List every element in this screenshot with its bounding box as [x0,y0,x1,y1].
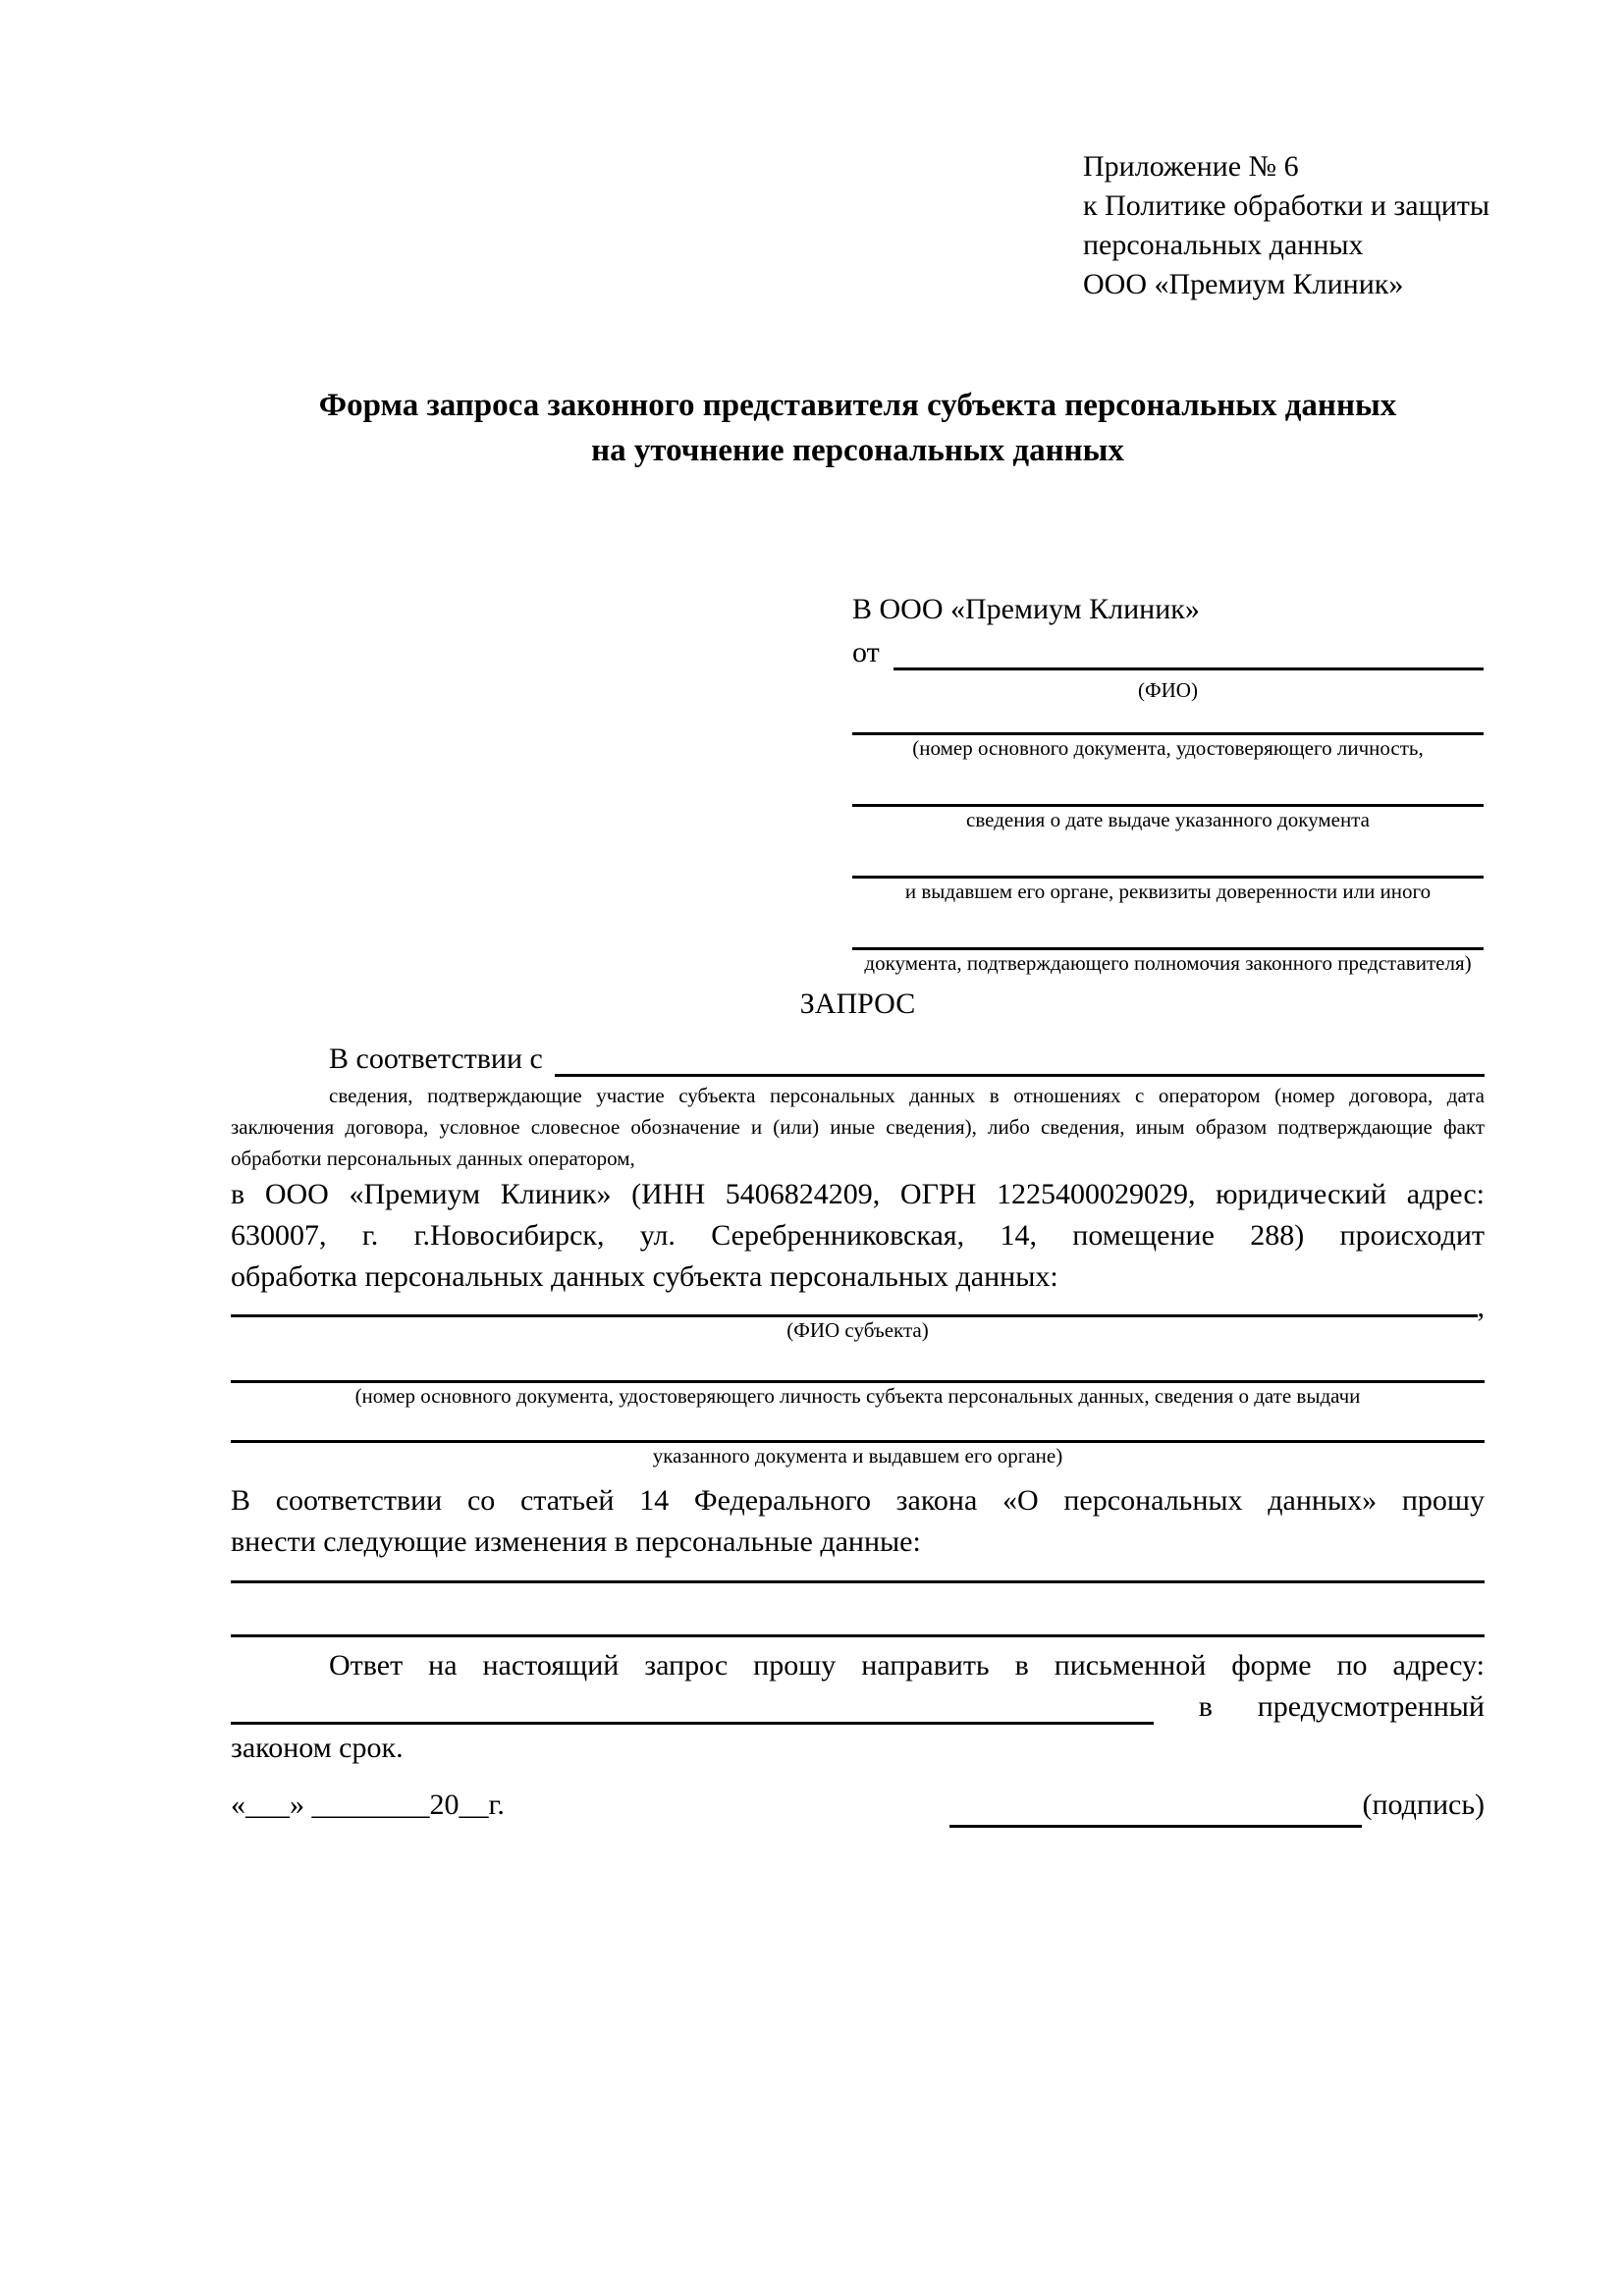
request-body [231,984,1485,1769]
subject-doc-caption: указанного документа и выдавшем его органе) [652,1444,1063,1468]
footnote-line: сведения, подтверждающие участие субъекта персональных данных в отношениях с оператором (номер договора, дата [329,1084,1485,1107]
fio-caption: (ФИО) [1138,678,1198,702]
appendix-line: Приложение № 6 [1083,150,1299,183]
changes-blank-line [231,1583,1485,1637]
signature-caption: (подпись) [1362,1789,1485,1821]
article-14-paragraph [231,1480,1485,1563]
changes-blank-line [231,1563,1485,1583]
subject-doc-blank-line [231,1343,1485,1383]
representative-doc-blank-line [852,832,1484,879]
answer-paragraph-word: в [1198,1690,1213,1723]
answer-paragraph-line: законом срок. [231,1732,404,1764]
addressee-to: В ООО «Премиум Клиник» [852,593,1200,625]
footnote-line: обработки персональных данных оператором, [231,1147,635,1170]
relation-details-blank-line [555,1039,1485,1077]
representative-doc-caption: документа, подтверждающего полномочия законного представителя) [864,951,1472,975]
date-line: «___» ________20__г. [231,1789,505,1821]
form-title-line-1: Форма запроса законного представителя субъекта персональных данных [318,388,1397,423]
addressee-block [852,587,1484,976]
appendix-line: к Политике обработки и защиты [1083,189,1490,222]
subject-doc-caption: (номер основного документа, удостоверяющего личность субъекта персональных данных, сведения о дате выдачи [354,1384,1361,1408]
subject-fio-line-suffix: , [1477,1291,1485,1323]
operator-paragraph [231,1174,1485,1298]
request-heading: ЗАПРОС [799,988,916,1020]
answer-paragraph-line: Ответ на настоящий запрос прошу направить в письменной форме по адресу: [329,1649,1485,1682]
representative-doc-blank-line [852,761,1484,807]
subject-fio-blank-line [231,1295,1478,1317]
article-14-paragraph-line: внести следующие изменения в персональные данные: [231,1525,921,1558]
intro-prefix: В соответствии с [329,1042,543,1075]
representative-doc-blank-line [852,904,1484,950]
form-title-line-2: на уточнение персональных данных [591,433,1124,468]
appendix-line: ООО «Премиум Клиник» [1083,268,1404,300]
signature-block [949,1783,1485,1828]
subject-fio-caption: (ФИО субъекта) [786,1318,929,1342]
from-row [852,632,1484,677]
subject-doc-blank-line [231,1409,1485,1443]
answer-paragraph [231,1645,1485,1769]
subject-fio-row [231,1291,1485,1323]
signature-blank-line [949,1786,1362,1828]
answer-address-row [231,1686,1485,1728]
appendix-line: персональных данных [1083,229,1364,261]
from-label: от [852,636,880,668]
date-signature-row [231,1783,1485,1828]
answer-paragraph-word: предусмотренный [1257,1690,1485,1723]
footnote-line: заключения договора, условное словесное обозначение и (или) иные сведения), либо сведения, иным образом подтверждающие факт [231,1115,1485,1139]
representative-doc-caption: и выдавшем его органе, реквизиты доверенности или иного [904,880,1432,903]
article-14-paragraph-line: В соответствии со статьей 14 Федерального закона «О персональных данных» прошу [231,1484,1485,1517]
form-title [231,383,1485,473]
answer-address-blank-line [231,1686,1154,1725]
intro-paragraph [231,1039,1485,1080]
representative-doc-caption: (номер основного документа, удостоверяющего личность, [912,736,1424,760]
relation-details-footnote [231,1080,1485,1174]
appendix-block [1083,147,1489,304]
representative-doc-caption: сведения о дате выдаче указанного документа [966,808,1370,831]
operator-paragraph-line: в ООО «Премиум Клиник» (ИНН 5406824209, ОГРН 1225400029029, юридический адрес: [231,1178,1485,1210]
operator-paragraph-line: обработка персональных данных субъекта персональных данных: [231,1260,1058,1293]
operator-paragraph-line: 630007, г. г.Новосибирск, ул. Серебренниковская, 14, помещение 288) происходит [231,1219,1485,1252]
representative-doc-blank-line [852,703,1484,735]
representative-fio-blank-line [893,632,1484,670]
